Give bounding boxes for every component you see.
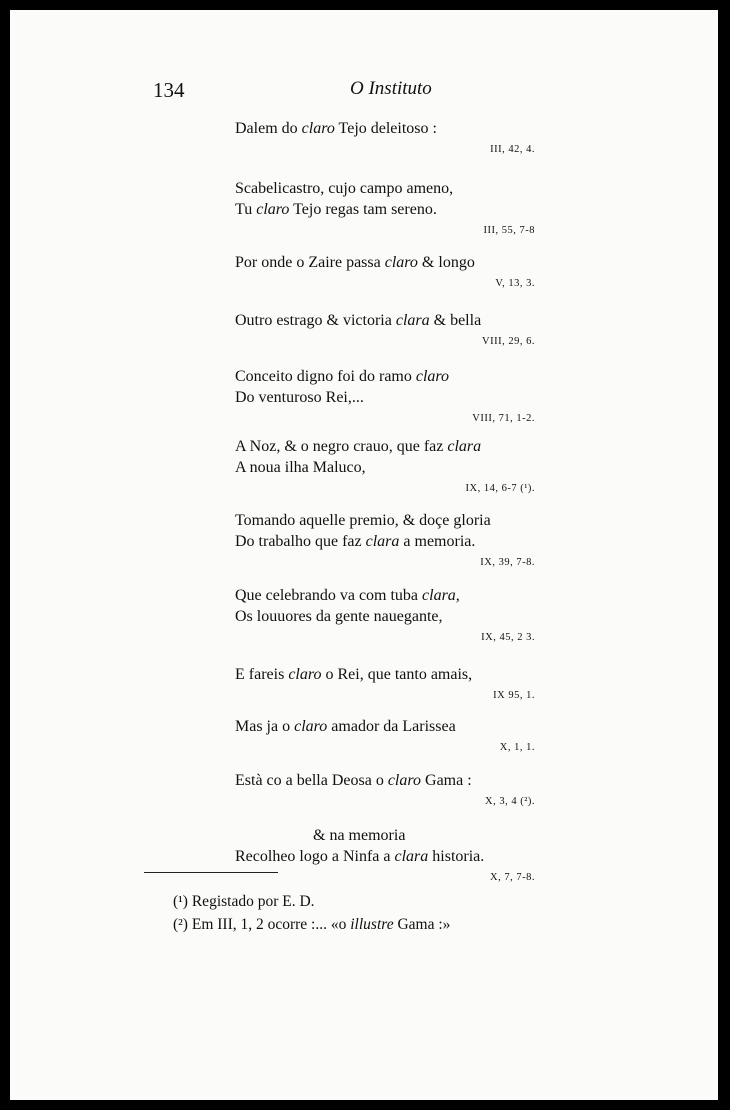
verse-line xyxy=(235,531,535,552)
verse-line xyxy=(235,310,535,331)
verse-text: & longo xyxy=(417,254,475,271)
citation-entry xyxy=(235,310,535,350)
verse-text: Conceito digno foi do ramo xyxy=(235,368,416,385)
verse-text: historia. xyxy=(428,848,485,865)
verse-text: Do trabalho que faz xyxy=(235,533,366,550)
citation-entry xyxy=(235,716,535,756)
verse-text: Tejo deleitoso : xyxy=(334,120,437,137)
verse-text: Tu xyxy=(235,201,257,218)
emphasized-word: claro xyxy=(301,120,335,137)
footnote-text: (¹) Registado por E. D. xyxy=(173,893,315,910)
verse-text: & na memoria xyxy=(313,827,406,844)
footnote-text: Gama :» xyxy=(393,916,451,933)
citation-entry xyxy=(235,436,535,497)
verse-text: Mas ja o xyxy=(235,718,295,735)
emphasized-word: claro xyxy=(384,254,418,271)
verse-text: Dalem do xyxy=(235,120,302,137)
footnote xyxy=(173,913,450,936)
citation-reference: III, 55, 7-8 xyxy=(483,225,535,236)
verse-line xyxy=(235,510,535,531)
verse-text: Que celebrando va com tuba xyxy=(235,587,423,604)
citation-reference: IX, 14, 6-7 (¹). xyxy=(465,483,535,494)
verse-text: Recolheo logo a Ninfa a xyxy=(235,848,395,865)
citation-reference: VIII, 29, 6. xyxy=(482,336,535,347)
verse-text: o Rei, que tanto amais, xyxy=(321,666,473,683)
citation-entry xyxy=(235,664,535,704)
citation-reference: IX, 45, 2 3. xyxy=(481,632,535,643)
verse-text: & bella xyxy=(429,312,482,329)
citation-reference: X, 1, 1. xyxy=(499,742,535,753)
verse-text: a memoria. xyxy=(399,533,476,550)
emphasized-word: clara xyxy=(395,312,430,329)
citation-entry xyxy=(235,585,535,646)
verse-line xyxy=(235,770,535,791)
citation-entry xyxy=(235,178,535,239)
verse-text: E fareis xyxy=(235,666,289,683)
verse-text: Tomando aquelle premio, & doçe gloria xyxy=(235,512,491,529)
document-page xyxy=(10,10,718,1100)
footnote-rule xyxy=(144,872,278,873)
verse-line xyxy=(235,716,535,737)
footnote xyxy=(173,890,450,913)
verse-text: A Noz, & o negro crauo, que faz xyxy=(235,438,448,455)
verse-line xyxy=(235,825,535,846)
citation-reference: IX, 39, 7-8. xyxy=(480,557,535,568)
verse-text: Por onde o Zaire passa xyxy=(235,254,385,271)
emphasized-word: clara xyxy=(365,533,400,550)
citation-reference: X, 7, 7-8. xyxy=(490,872,535,883)
citation-entry xyxy=(235,825,535,886)
citation-entry xyxy=(235,510,535,571)
emphasized-word: clara xyxy=(447,438,482,455)
footnote-text: (²) Em III, 1, 2 ocorre :... «o xyxy=(173,916,351,933)
verse-text: Outro estrago & victoria xyxy=(235,312,396,329)
emphasized-word: clara xyxy=(394,848,429,865)
emphasized-word: claro xyxy=(256,201,290,218)
emphasized-word: claro xyxy=(294,718,328,735)
verse-text: Do venturoso Rei,... xyxy=(235,389,364,406)
verse-line xyxy=(235,436,535,457)
emphasized-word: claro xyxy=(288,666,322,683)
verse-line xyxy=(235,366,535,387)
verse-line xyxy=(235,118,535,139)
verse-line xyxy=(235,846,535,867)
verse-text: Os louuores da gente nauegante, xyxy=(235,608,443,625)
verse-line xyxy=(235,457,535,478)
citation-reference: III, 42, 4. xyxy=(490,144,535,155)
citation-reference: VIII, 71, 1-2. xyxy=(472,413,535,424)
citation-entry xyxy=(235,252,535,292)
verse-text: amador da Larissea xyxy=(327,718,456,735)
verse-text: Gama : xyxy=(421,772,472,789)
verse-text: Està co a bella Deosa o xyxy=(235,772,388,789)
verse-line xyxy=(235,178,535,199)
verse-line xyxy=(235,585,535,606)
emphasized-word: clara, xyxy=(422,587,460,604)
verse-text: Scabelicastro, cujo campo ameno, xyxy=(235,180,454,197)
verse-line xyxy=(235,199,535,220)
verse-line xyxy=(235,606,535,627)
verse-line xyxy=(235,387,535,408)
emphasized-word: claro xyxy=(387,772,422,789)
citation-reference: X, 3, 4 (²). xyxy=(485,796,535,807)
footnotes xyxy=(173,890,450,936)
verse-line xyxy=(235,252,535,273)
verse-text: Tejo regas tam sereno. xyxy=(289,201,437,218)
emphasized-word: claro xyxy=(415,368,450,385)
citation-entry xyxy=(235,770,535,810)
emphasized-word: illustre xyxy=(350,916,394,933)
citation-entry xyxy=(235,118,535,158)
verse-text: A noua ilha Maluco, xyxy=(235,459,366,476)
running-title: O Instituto xyxy=(350,78,432,99)
page-number: 134 xyxy=(153,78,185,102)
verse-line xyxy=(235,664,535,685)
citation-reference: V, 13, 3. xyxy=(495,278,535,289)
citation-reference: IX 95, 1. xyxy=(493,690,535,701)
citation-entry xyxy=(235,366,535,427)
